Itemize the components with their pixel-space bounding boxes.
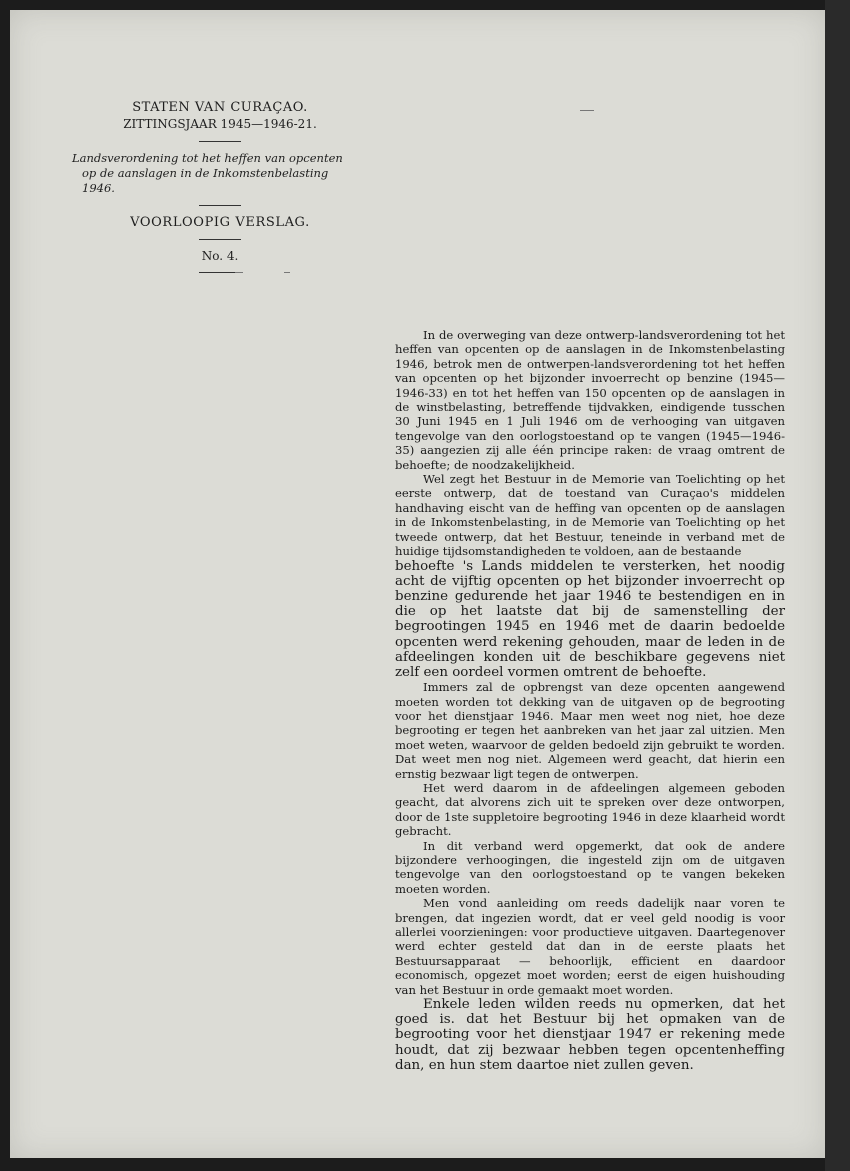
divider-rule xyxy=(199,141,241,142)
subject-line-2: op de aanslagen in de Inkomstenbelasting xyxy=(82,166,329,180)
scan-mark xyxy=(580,110,594,111)
report-body xyxy=(395,328,785,1073)
header-session: ZITTINGSJAAR 1945—1946-21. xyxy=(123,117,317,131)
body-paragraph: In de overweging van deze ontwerp-landsverordening tot het heffen van opcenten op de aanslagen in de Inkomstenbelasting 1946, betrok men de ontwerpen-landsverordening tot het heffen van opcenten op het bijzonder invoerrecht op benzine (1945—1946-33) en tot het heffen van 150 opcenten op de aanslagen in de winstbelasting, betreffende tijdvakken, eindigende tusschen 30 Juni 1945 en 1 Juli 1946 om de verhooging van uitgaven tengevolge van den oorlogstoestand op te vangen (1945—1946-35) aangezien zij alle één principe raken: de vraag omtrent de behoefte; de noodzakelijkheid. xyxy=(395,328,785,472)
body-paragraph: In dit verband werd opgemerkt, dat ook de andere bijzondere verhoogingen, die ingesteld zijn om de uitgaven tengevolge van den oorlogstoestand op te vangen bekeken moeten worden. xyxy=(395,838,785,896)
body-paragraph: Het werd daarom in de afdeelingen algemeen geboden geacht, dat alvorens zich uit te spreken over deze ontworpen, door de 1ste suppletoire begrooting 1946 in deze klaarheid wordt gebracht. xyxy=(395,780,785,839)
document-page xyxy=(10,10,825,1158)
divider-rule xyxy=(199,239,241,240)
scan-background-edge xyxy=(825,0,850,1171)
body-paragraph: behoefte 's Lands middelen te versterken, het noodig acht de vijftig opcenten op het bijzonder invoerrecht op benzine gedurende het jaar 1946 te bestendigen en in die op het laatste dat bij de samenstelling der begrootingen 1945 en 1946 met de daarin bedoelde opcenten werd rekening gehouden, maar de leden in de afdeelingen konden uit de beschikbare gegevens niet zelf een oordeel vormen omtrent de behoefte. xyxy=(395,558,785,680)
report-title: VOORLOOPIG VERSLAG. xyxy=(130,215,310,230)
body-paragraph: Enkele leden wilden reeds nu opmerken, dat het goed is. dat het Bestuur bij het opmaken van de begrooting voor het dienstjaar 1947 er rekening mede houdt, dat zij bezwaar hebben tegen opcentenheffing dan, en hun stem daartoe niet zullen geven. xyxy=(395,997,785,1073)
header-title: STATEN VAN CURAÇAO. xyxy=(132,100,308,115)
divider-rule xyxy=(199,205,241,206)
subject-title xyxy=(70,151,370,196)
report-number: No. 4. xyxy=(201,249,239,263)
subject-line-3: 1946. xyxy=(82,181,115,195)
subject-line-1: Landsverordening tot het heffen van opcenten xyxy=(72,151,343,165)
body-paragraph: Wel zegt het Bestuur in de Memorie van Toelichting op het eerste ontwerp, dat de toestand van Curaçao's middelen handhaving eischt van de heffing van opcenten op de aanslagen in de Inkomstenbelasting, in de Memorie van Toelichting op het tweede ontwerp, dat het Bestuur, teneinde in verband met de huidige tijdsomstandigheden te voldoen, aan de bestaande xyxy=(395,472,785,559)
document-header xyxy=(70,100,370,282)
body-paragraph: Men vond aanleiding om reeds dadelijk naar voren te brengen, dat ingezien wordt, dat er veel geld noodig is voor allerlei voorzieningen: voor productieve uitgaven. Daartegenover werd echter gesteld dat dan in de eerste plaats het Bestuursapparaat — behoorlijk, efficient en daardoor economisch, opgezet moet worden; eerst de eigen huishouding van het Bestuur in orde gemaakt moet worden. xyxy=(395,896,785,997)
body-paragraph: Immers zal de opbrengst van deze opcenten aangewend moeten worden tot dekking van de uitgaven op de begrooting voor het dienstjaar 1946. Maar men weet nog niet, hoe deze begrooting er tegen het aanbreken van het jaar zal uitzien. Men moet weten, waarvoor de gelden bedoeld zijn gebruikt te worden. Dat weet men nog niet. Algemeen werd geacht, dat hierin een ernstig bezwaar ligt tegen de ontwerpen. xyxy=(395,680,785,781)
scan-mark xyxy=(284,272,290,273)
scan-mark xyxy=(235,272,243,273)
